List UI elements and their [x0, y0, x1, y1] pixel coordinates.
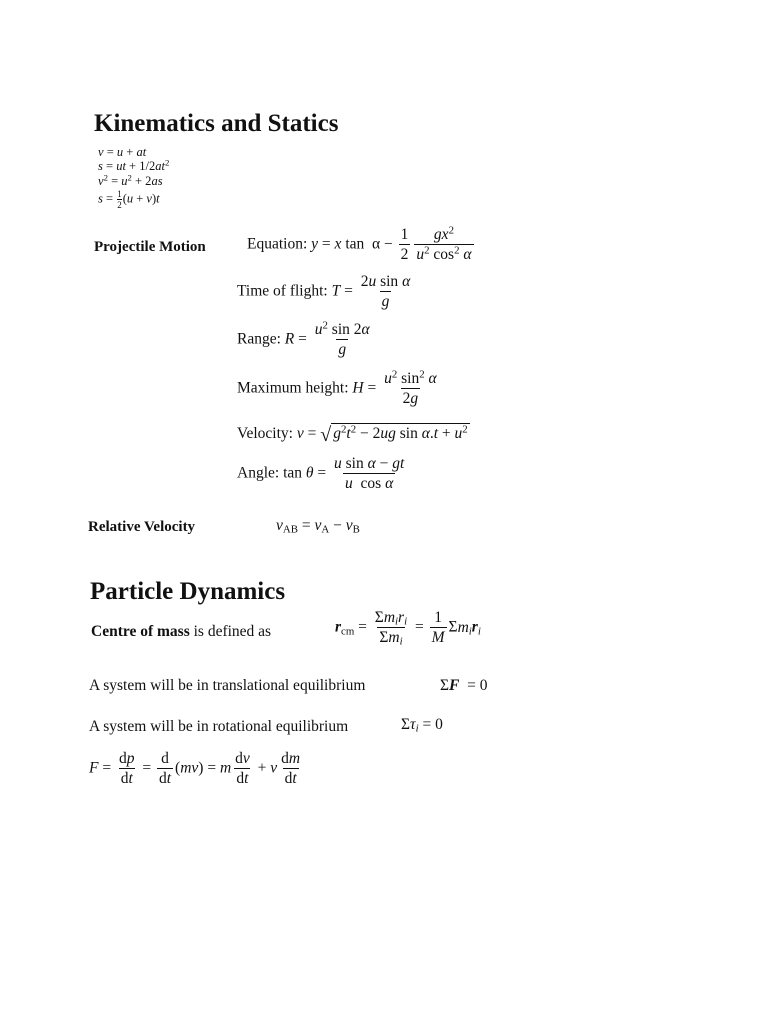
force-momentum-formula: F = $\frac{dp}{dt}$ = $\frac{d}{dt}$ (mv) = m $\frac{dv}{dt}$ + v $\frac{dm}{dt}$ — [89, 750, 301, 787]
centre-of-mass-definition: is defined as — [189, 623, 272, 640]
translational-equilibrium-text: A system will be in translational equilibrium — [89, 677, 366, 694]
rotational-equilibrium-formula: $\Sigma\tau_i = 0$ — [401, 716, 443, 735]
rotational-equilibrium-text: A system will be in rotational equilibrium — [89, 718, 349, 735]
equation-v-u-at: v = u + at — [98, 145, 147, 159]
equation-label: Equation: — [247, 235, 308, 253]
velocity-formula: Velocity: v = √ $g^2t^2 - 2ug$ $\sin \alpha.t + u^2$ — [237, 423, 468, 446]
angle-formula: Angle: tan θ = $\frac{\text{u sin α − gt}}{\text{u cos α}}$ — [237, 455, 405, 492]
maximum-height-formula: Maximum height: H = $\frac{u^2 \sin^2 \alpha}{2g}$ — [237, 368, 437, 407]
section-title-particle-dynamics: Particle Dynamics — [90, 578, 286, 605]
translational-equilibrium-formula: ΣF = 0 — [440, 677, 488, 694]
centre-of-mass-text — [91, 623, 271, 641]
projectile-motion-label: Projectile Motion — [94, 239, 206, 255]
equation-s-average: s = $\frac{1}{2}$ (u + v)t — [98, 189, 160, 210]
time-of-flight-formula: Time of flight: T = $\frac{\text{2u sin α}}{g}$ — [237, 273, 411, 310]
section-title-kinematics: Kinematics and Statics — [94, 110, 339, 137]
relative-velocity-formula: $v_{AB} = v_A - v_B$ — [276, 517, 360, 536]
angle-label: Angle: — [237, 464, 280, 482]
equation-v-squared: $v^2 = u^2 + 2as$ — [98, 172, 163, 188]
range-label: Range: — [237, 330, 281, 348]
time-of-flight-label: Time of flight: — [237, 282, 328, 300]
centre-of-mass-term: Centre of mass — [91, 623, 190, 640]
velocity-label: Velocity: — [237, 425, 293, 442]
trajectory-equation: Equation: y = x tan α − $\frac{1}{2}$ $\frac{gx^2}{u^2 \cos^2 \alpha}$ — [247, 224, 472, 263]
square-root-icon: √ — [320, 424, 332, 446]
centre-of-mass-formula: $r_{cm}$ = $\frac{\Sigma m_ir_i}{\Sigma m_i}$ = $\frac{1}{M}$ $\Sigma m_ir_i$ — [335, 609, 481, 648]
relative-velocity-label: Relative Velocity — [88, 519, 196, 535]
range-formula: Range: R = $\frac{u^2 \sin 2\alpha}{g}$ — [237, 319, 370, 358]
equation-s-ut: s = ut + $1/2at^2$ — [98, 157, 170, 173]
maximum-height-label: Maximum height: — [237, 379, 349, 397]
